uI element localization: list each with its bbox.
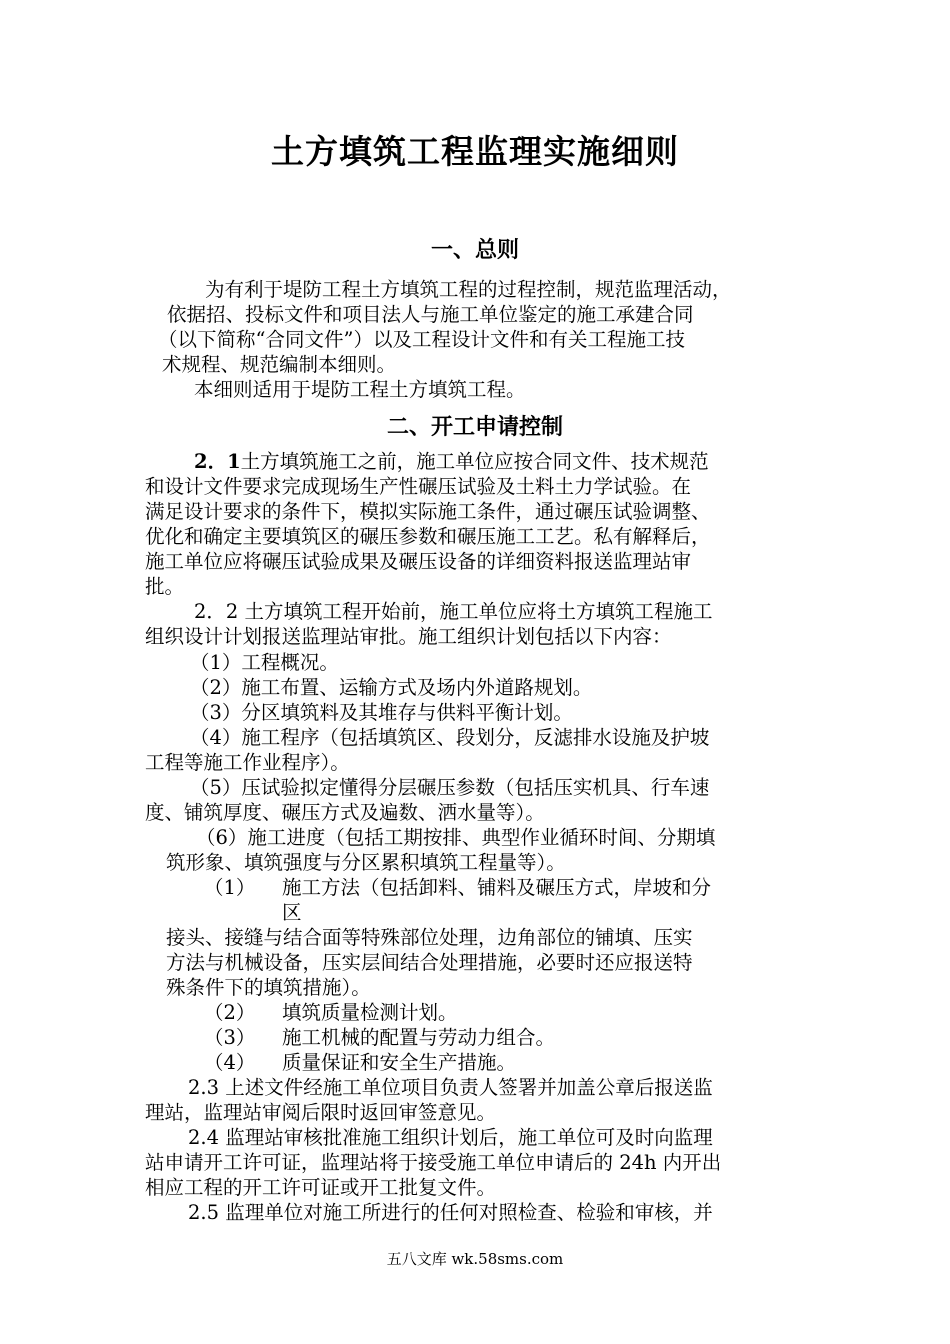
text-line: 2．2 土方填筑工程开始前，施工单位应将土方填筑工程施工 bbox=[194, 600, 713, 623]
text-line: 本细则适用于堤防工程土方填筑工程。 bbox=[194, 378, 526, 401]
text-line: 站申请开工许可证，监理站将于接受施工单位申请后的 24h 内开出 bbox=[145, 1151, 722, 1174]
text-line: 批。 bbox=[145, 575, 185, 598]
text-line: 度、铺筑厚度、碾压方式及遍数、洒水量等）。 bbox=[145, 801, 545, 824]
clause-text: 土方填筑施工之前，施工单位应按合同文件、技术规范 bbox=[240, 450, 709, 473]
sub-item-text: 质量保证和安全生产措施。 bbox=[282, 1051, 517, 1074]
text-line: 2.5 监理单位对施工所进行的任何对照检查、检验和审核，并 bbox=[188, 1201, 713, 1224]
list-item: （2）施工布置、运输方式及场内外道路规划。 bbox=[190, 676, 593, 699]
list-item: （3）分区填筑料及其堆存与供料平衡计划。 bbox=[190, 701, 573, 724]
sub-item-text: 填筑质量检测计划。 bbox=[282, 1001, 458, 1024]
sub-item-number: （3） bbox=[204, 1026, 256, 1049]
sub-item-text: 施工方法（包括卸料、铺料及碾压方式，岸坡和分 bbox=[282, 876, 712, 899]
page-footer: 五八文库 wk.58sms.com bbox=[386, 1250, 564, 1268]
text-line: 接头、接缝与结合面等特殊部位处理，边角部位的铺填、压实 bbox=[166, 926, 693, 949]
text-line: 筑形象、填筑强度与分区累积填筑工程量等）。 bbox=[166, 851, 566, 874]
text-line: 2.4 监理站审核批准施工组织计划后，施工单位可及时向监理 bbox=[188, 1126, 713, 1149]
sub-item-text: 区 bbox=[282, 901, 302, 924]
text-line: 殊条件下的填筑措施）。 bbox=[166, 976, 371, 999]
text-line: 依据招、投标文件和项目法人与施工单位鉴定的施工承建合同 bbox=[167, 303, 694, 326]
clause-number: 2．1 bbox=[194, 450, 241, 473]
sub-item-number: （1） bbox=[204, 876, 256, 899]
list-item: （1）工程概况。 bbox=[190, 651, 339, 674]
list-item: （4）施工程序（包括填筑区、段划分，反滤排水设施及护坡 bbox=[190, 726, 710, 749]
text-line bbox=[194, 449, 709, 475]
text-line: 施工单位应将碾压试验成果及碾压设备的详细资料报送监理站审 bbox=[145, 550, 692, 573]
section-heading-start-control: 二、开工申请控制 bbox=[386, 415, 563, 440]
sub-item-number: （4） bbox=[204, 1051, 256, 1074]
text-line: 优化和确定主要填筑区的碾压参数和碾压施工工艺。私有解释后， bbox=[145, 525, 711, 548]
sub-item-text: 施工机械的配置与劳动力组合。 bbox=[282, 1026, 556, 1049]
section-heading-general: 一、总则 bbox=[430, 238, 519, 263]
text-line: 和设计文件要求完成现场生产性碾压试验及土料土力学试验。在 bbox=[145, 475, 692, 498]
text-line: 理站，监理站审阅后限时返回审签意见。 bbox=[145, 1101, 497, 1124]
text-line: 满足设计要求的条件下，模拟实际施工条件，通过碾压试验调整、 bbox=[145, 500, 711, 523]
text-line: 工程等施工作业程序）。 bbox=[145, 751, 350, 774]
text-line: 方法与机械设备，压实层间结合处理措施，必要时还应报送特 bbox=[166, 951, 693, 974]
sub-item-number: （2） bbox=[204, 1001, 256, 1024]
text-line: 术规程、规范编制本细则。 bbox=[162, 353, 397, 376]
list-item: （5）压试验拟定懂得分层碾压参数（包括压实机具、行车速 bbox=[190, 776, 710, 799]
text-line: 组织设计计划报送监理站审批。施工组织计划包括以下内容： bbox=[145, 625, 672, 648]
list-item: （6）施工进度（包括工期按排、典型作业循环时间、分期填 bbox=[196, 826, 716, 849]
text-line: （以下简称“合同文件”）以及工程设计文件和有关工程施工技 bbox=[158, 328, 685, 351]
text-line: 为有利于堤防工程土方填筑工程的过程控制，规范监理活动， bbox=[205, 278, 732, 301]
text-line: 相应工程的开工许可证或开工批复文件。 bbox=[145, 1176, 497, 1199]
page-title: 土方填筑工程监理实施细则 bbox=[271, 132, 679, 171]
text-line: 2.3 上述文件经施工单位项目负责人签署并加盖公章后报送监 bbox=[188, 1076, 713, 1099]
